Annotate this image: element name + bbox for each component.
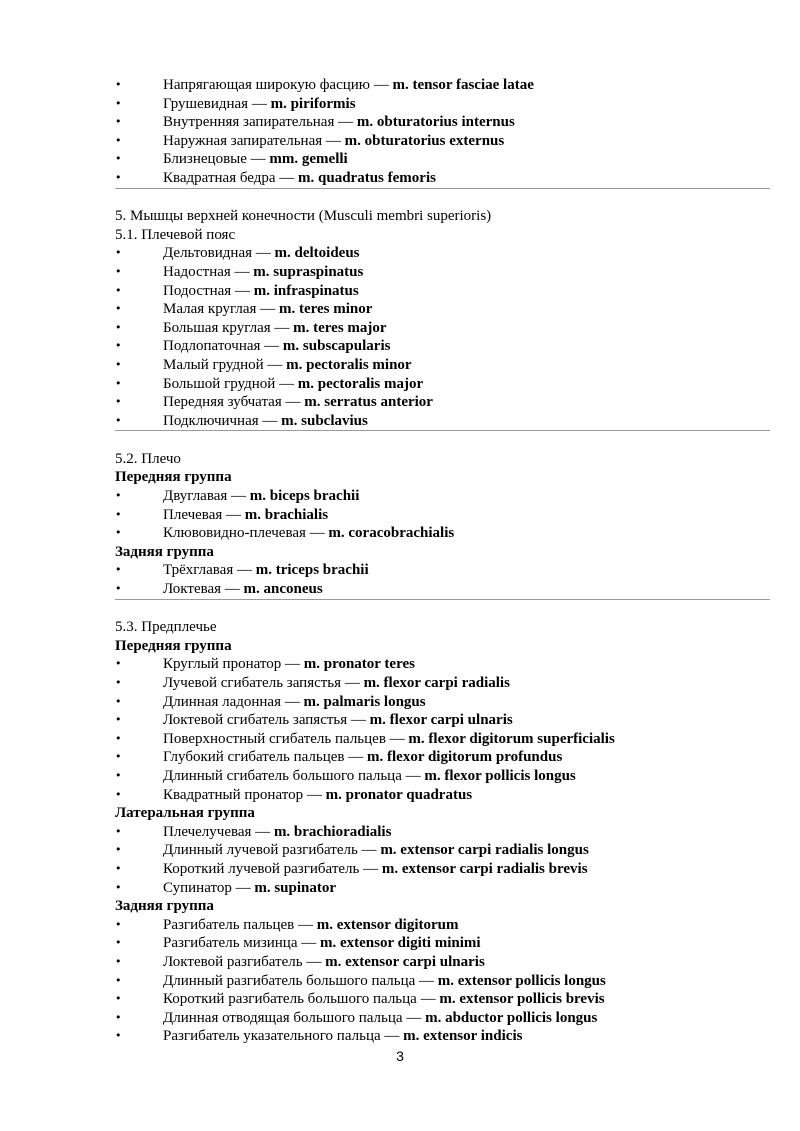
list-item — [115, 693, 770, 712]
muscle-name-latin: m. teres minor — [278, 301, 373, 318]
muscle-name-ru: Плечелучевая — — [163, 823, 274, 840]
section-spacer — [115, 189, 770, 208]
bullet-icon: • — [115, 376, 122, 390]
bullet-icon: • — [115, 713, 122, 727]
list-item — [115, 282, 770, 301]
muscle-name-latin: m. obturatorius internus — [356, 114, 515, 131]
list-item — [115, 412, 770, 432]
muscle-name-latin: m. extensor carpi radialis longus — [380, 842, 589, 859]
muscle-name-ru: Короткий лучевой разгибатель — — [163, 860, 382, 877]
muscle-name-ru: Супинатор — — [163, 879, 255, 896]
bullet-icon: • — [115, 1010, 122, 1024]
muscle-name-ru: Короткий разгибатель большого пальца — — [163, 991, 440, 1008]
muscle-name-latin: m. pronator teres — [303, 656, 415, 673]
bullet-icon: • — [115, 936, 122, 950]
muscle-name-latin: m. anconeus — [243, 581, 323, 598]
muscle-name-latin: m. subclavius — [281, 412, 368, 429]
muscle-name-ru: Наружная запирательная — — [163, 132, 345, 149]
list-item — [115, 337, 770, 356]
muscle-name-ru: Клювовидно-плечевая — — [163, 525, 329, 542]
list-item — [115, 487, 770, 506]
list-item — [115, 356, 770, 375]
muscle-name-latin: m. extensor digiti minimi — [319, 935, 481, 952]
muscle-name-ru: Круглый пронатор — — [163, 656, 304, 673]
muscle-name-ru: Передняя зубчатая — — [163, 394, 305, 411]
muscle-name-latin: m. piriformis — [270, 95, 356, 112]
muscle-name-latin: m. tensor fasciae latae — [392, 77, 534, 93]
bullet-icon: • — [115, 413, 122, 427]
muscle-name-ru: Разгибатель мизинца — — [163, 935, 320, 952]
group-title: Латеральная группа — [115, 805, 255, 822]
list-item — [115, 674, 770, 693]
muscle-name-latin: m. pectoralis minor — [286, 356, 412, 373]
list-item — [115, 319, 770, 338]
muscle-name-ru: Подлопаточная — — [163, 338, 283, 355]
muscle-name-ru: Локтевой разгибатель — — [163, 953, 326, 970]
section-0 — [115, 76, 770, 189]
list-item — [115, 113, 770, 132]
bullet-icon: • — [115, 992, 122, 1006]
list-item — [115, 76, 770, 95]
muscle-name-latin: m. brachialis — [244, 506, 329, 523]
muscle-name-latin: m. pectoralis major — [297, 375, 424, 392]
bullet-icon: • — [115, 526, 122, 540]
bullet-icon: • — [115, 973, 122, 987]
muscle-name-ru: Длинная ладонная — — [163, 693, 304, 710]
muscle-name-latin: m. quadratus femoris — [298, 169, 436, 186]
muscle-name-latin: m. subscapularis — [282, 338, 391, 355]
list-item — [115, 953, 770, 972]
group-title: Передняя группа — [115, 469, 232, 486]
section-2 — [115, 450, 770, 600]
muscle-name-ru: Длинный разгибатель большого пальца — — [163, 972, 438, 989]
bullet-icon: • — [115, 582, 122, 596]
muscle-name-latin: m. flexor digitorum profundus — [367, 749, 563, 766]
muscle-name-latin: m. supinator — [254, 879, 337, 896]
list-item — [115, 916, 770, 935]
bullet-icon: • — [115, 731, 122, 745]
muscle-name-latin: m. infraspinatus — [253, 282, 359, 299]
bullet-icon: • — [115, 880, 122, 894]
muscle-name-ru: Грушевидная — — [163, 95, 271, 112]
bullet-icon: • — [115, 824, 122, 838]
group-title: Задняя группа — [115, 898, 214, 915]
muscle-name-latin: m. brachioradialis — [273, 823, 392, 840]
muscle-name-latin: m. extensor carpi ulnaris — [325, 953, 485, 970]
bullet-icon: • — [115, 357, 122, 371]
bullet-icon: • — [115, 489, 122, 503]
muscle-name-ru: Малый грудной — — [163, 356, 287, 373]
muscle-name-latin: mm. gemelli — [269, 151, 348, 168]
muscle-name-ru: Внутренняя запирательная — — [163, 114, 357, 131]
muscle-name-latin: m. extensor pollicis brevis — [439, 991, 605, 1008]
bullet-icon: • — [115, 917, 122, 931]
muscle-name-latin: m. obturatorius externus — [344, 132, 505, 149]
list-item — [115, 823, 770, 842]
bullet-icon: • — [115, 115, 122, 129]
list-item — [115, 150, 770, 169]
list-item — [115, 393, 770, 412]
bullet-icon: • — [115, 170, 122, 184]
list-item — [115, 972, 770, 991]
section-heading: 5.2. Плечо — [115, 450, 181, 467]
bullet-icon: • — [115, 302, 122, 316]
section-heading: 5.3. Предплечье — [115, 619, 217, 636]
list-item — [115, 132, 770, 151]
bullet-icon: • — [115, 339, 122, 353]
muscle-name-latin: m. palmaris longus — [303, 693, 426, 710]
section-3 — [115, 618, 770, 1046]
list-item — [115, 786, 770, 805]
bullet-icon: • — [115, 78, 122, 91]
muscle-name-latin: m. triceps brachii — [255, 562, 369, 579]
list-item — [115, 506, 770, 525]
muscle-name-ru: Разгибатель пальцев — — [163, 916, 317, 933]
muscle-name-ru: Длинный лучевой разгибатель — — [163, 842, 381, 859]
muscle-name-ru: Напрягающая широкую фасцию — — [163, 77, 393, 93]
page-number: 3 — [396, 1048, 404, 1064]
muscle-name-ru: Поверхностный сгибатель пальцев — — [163, 730, 409, 747]
muscle-name-ru: Квадратный пронатор — — [163, 786, 326, 803]
bullet-icon: • — [115, 768, 122, 782]
muscle-name-ru: Двуглавая — — [163, 488, 250, 505]
muscle-name-latin: m. flexor digitorum superficialis — [408, 730, 615, 747]
bullet-icon: • — [115, 657, 122, 671]
muscle-name-ru: Локтевой сгибатель запястья — — [163, 712, 370, 729]
muscle-name-latin: m. extensor pollicis longus — [437, 972, 606, 989]
section-spacer — [115, 431, 770, 450]
list-item — [115, 1009, 770, 1028]
section-heading: 5. Мышцы верхней конечности (Musculi membri superioris) — [115, 208, 492, 225]
muscle-name-ru: Лучевой сгибатель запястья — — [163, 675, 364, 691]
list-item — [115, 841, 770, 860]
muscle-name-ru: Длинная отводящая большого пальца — — [163, 1009, 426, 1026]
muscle-name-ru: Локтевая — — [163, 581, 244, 598]
bullet-icon: • — [115, 264, 122, 278]
bullet-icon: • — [115, 843, 122, 857]
bullet-icon: • — [115, 694, 122, 708]
muscle-name-latin: m. pronator quadratus — [325, 786, 473, 803]
muscle-name-ru: Надостная — — [163, 263, 254, 280]
list-item — [115, 767, 770, 786]
bullet-icon: • — [115, 246, 122, 260]
bullet-icon: • — [115, 507, 122, 521]
muscle-name-ru: Большая круглая — — [163, 319, 294, 336]
bullet-icon: • — [115, 133, 122, 147]
list-item — [115, 524, 770, 543]
muscle-name-latin: m. flexor carpi ulnaris — [369, 712, 513, 729]
muscle-name-latin: m. flexor pollicis longus — [424, 767, 576, 784]
list-item — [115, 748, 770, 767]
muscle-name-ru: Малая круглая — — [163, 301, 279, 318]
muscle-name-ru: Квадратная бедра — — [163, 169, 299, 186]
section-heading: 5.1. Плечевой пояс — [115, 226, 236, 243]
muscle-name-ru: Глубокий сгибатель пальцев — — [163, 749, 367, 766]
muscle-name-latin: m. biceps brachii — [249, 488, 360, 505]
muscle-name-ru: Близнецовые — — [163, 151, 270, 168]
bullet-icon: • — [115, 152, 122, 166]
list-item — [115, 561, 770, 580]
bullet-icon: • — [115, 787, 122, 801]
list-item — [115, 169, 770, 189]
bullet-icon: • — [115, 563, 122, 577]
muscle-name-latin: m. supraspinatus — [253, 263, 364, 280]
muscle-name-latin: m. extensor indicis — [403, 1028, 523, 1045]
list-item — [115, 244, 770, 263]
list-item — [115, 655, 770, 674]
muscle-name-ru: Разгибатель указательного пальца — — [163, 1028, 404, 1045]
bullet-icon: • — [115, 395, 122, 409]
muscle-name-latin: m. deltoideus — [274, 245, 360, 262]
list-item — [115, 300, 770, 319]
muscle-name-ru: Дельтовидная — — [163, 245, 275, 262]
section-1 — [115, 207, 770, 431]
muscle-name-latin: m. extensor carpi radialis brevis — [381, 860, 588, 877]
muscle-name-ru: Трёхглавая — — [163, 562, 256, 579]
list-item — [115, 580, 770, 600]
list-item — [115, 95, 770, 114]
bullet-icon: • — [115, 750, 122, 764]
list-item — [115, 375, 770, 394]
muscle-name-latin: m. flexor carpi radialis — [363, 675, 510, 691]
muscle-name-latin: m. coracobrachialis — [328, 525, 455, 542]
muscle-name-ru: Плечевая — — [163, 506, 245, 523]
list-item — [115, 711, 770, 730]
section-spacer — [115, 600, 770, 619]
muscle-name-ru: Подключичная — — [163, 412, 282, 429]
bullet-icon: • — [115, 96, 122, 110]
group-title: Передняя группа — [115, 637, 232, 654]
muscle-name-latin: m. extensor digitorum — [316, 916, 459, 933]
list-item — [115, 934, 770, 953]
muscle-name-latin: m. teres major — [293, 319, 387, 336]
muscle-name-ru: Подостная — — [163, 282, 254, 299]
list-item — [115, 860, 770, 879]
group-title: Задняя группа — [115, 543, 214, 560]
list-item — [115, 730, 770, 749]
document-body — [115, 76, 770, 1046]
bullet-icon: • — [115, 1029, 122, 1043]
bullet-icon: • — [115, 320, 122, 334]
muscle-name-ru: Большой грудной — — [163, 375, 298, 392]
bullet-icon: • — [115, 954, 122, 968]
list-item — [115, 263, 770, 282]
bullet-icon: • — [115, 861, 122, 875]
list-item — [115, 879, 770, 898]
list-item — [115, 990, 770, 1009]
muscle-name-latin: m. abductor pollicis longus — [425, 1009, 598, 1026]
bullet-icon: • — [115, 283, 122, 297]
bullet-icon: • — [115, 676, 122, 689]
muscle-name-latin: m. serratus anterior — [304, 394, 433, 411]
list-item — [115, 1027, 770, 1046]
muscle-name-ru: Длинный сгибатель большого пальца — — [163, 767, 425, 784]
